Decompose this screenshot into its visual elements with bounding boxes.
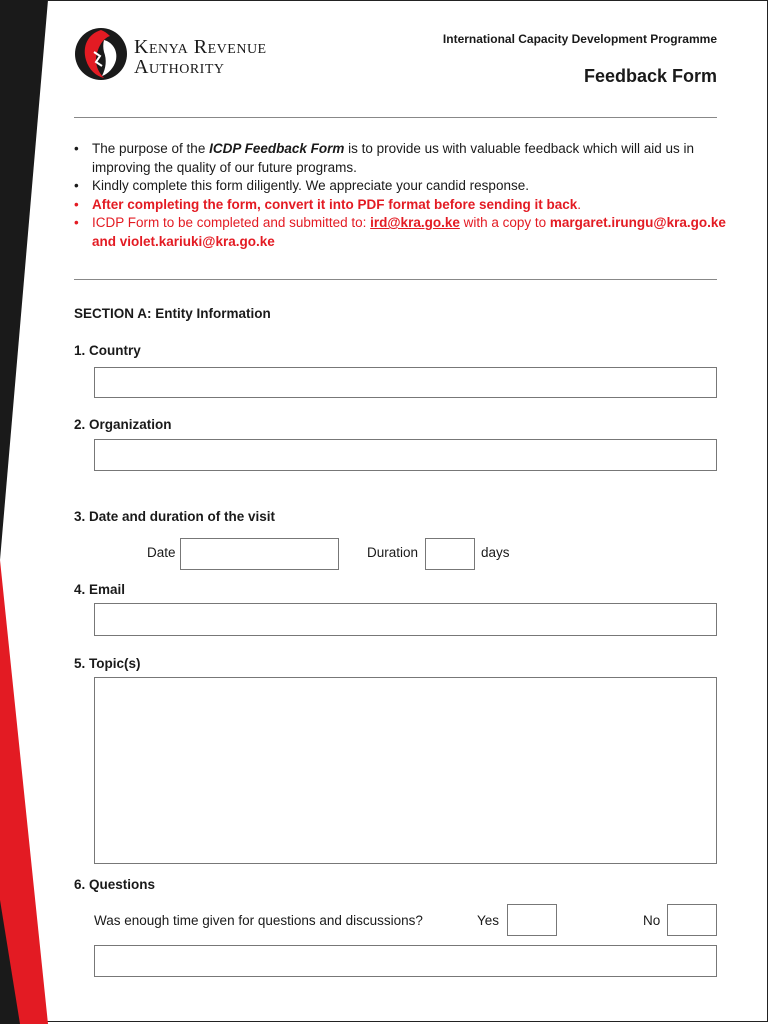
programme-name: International Capacity Development Programme xyxy=(442,32,717,46)
country-input[interactable] xyxy=(94,367,717,398)
q3-date-duration-label: 3. Date and duration of the visit xyxy=(74,509,276,524)
yes-input[interactable] xyxy=(507,904,557,936)
org-name-line2: Authority xyxy=(134,56,225,78)
q4-email-label: 4. Email xyxy=(74,582,126,597)
intro-bullets xyxy=(74,140,729,251)
q6-questions-label: 6. Questions xyxy=(74,877,156,892)
date-input[interactable] xyxy=(180,538,339,570)
form-title: Feedback Form xyxy=(583,66,717,86)
yes-label: Yes xyxy=(477,913,500,928)
duration-label: Duration xyxy=(367,545,419,560)
no-label: No xyxy=(643,913,661,928)
kra-lion-logo xyxy=(74,26,128,82)
organization-input[interactable] xyxy=(94,439,717,471)
header-divider xyxy=(74,117,717,118)
q1-country-label: 1. Country xyxy=(74,343,141,358)
icdp-form-emphasis: ICDP Feedback Form xyxy=(209,141,345,156)
q6-comment-input[interactable] xyxy=(94,945,717,977)
intro-bullet-submit: • ICDP Form to be completed and submitted to: ird@kra.go.ke with a copy to margaret.irungu@kra.go.ke and violet.kariuki@kra.go.ke xyxy=(74,215,726,249)
duration-input[interactable] xyxy=(425,538,475,570)
intro-bullet-pdf: • After completing the form, convert it into PDF format before sending it back. xyxy=(74,196,582,212)
q2-organization-label: 2. Organization xyxy=(74,417,172,432)
days-label: days xyxy=(481,545,510,560)
intro-divider xyxy=(74,279,717,280)
date-label: Date xyxy=(147,545,176,560)
email-link-ird[interactable]: ird@kra.go.ke xyxy=(370,215,460,230)
q6-time-question: Was enough time given for questions and discussions? xyxy=(94,913,423,928)
intro-bullet-purpose: • The purpose of the ICDP Feedback Form is to provide us with valuable feedback which will aid us in improving the quality of our future programs. xyxy=(74,141,695,175)
section-a-title: SECTION A: Entity Information xyxy=(74,306,271,321)
no-input[interactable] xyxy=(667,904,717,936)
side-decor-strip xyxy=(0,0,48,1024)
org-name-line1: Kenya Revenue xyxy=(134,36,267,58)
q5-topics-label: 5. Topic(s) xyxy=(74,656,141,671)
topics-textarea[interactable] xyxy=(94,677,717,864)
email-input[interactable] xyxy=(94,603,717,636)
intro-bullet-diligence: • Kindly complete this form diligently. We appreciate your candid response. xyxy=(74,178,529,193)
email-copy-recipients: margaret.irungu@kra.go.ke and violet.kariuki@kra.go.ke xyxy=(92,215,726,249)
